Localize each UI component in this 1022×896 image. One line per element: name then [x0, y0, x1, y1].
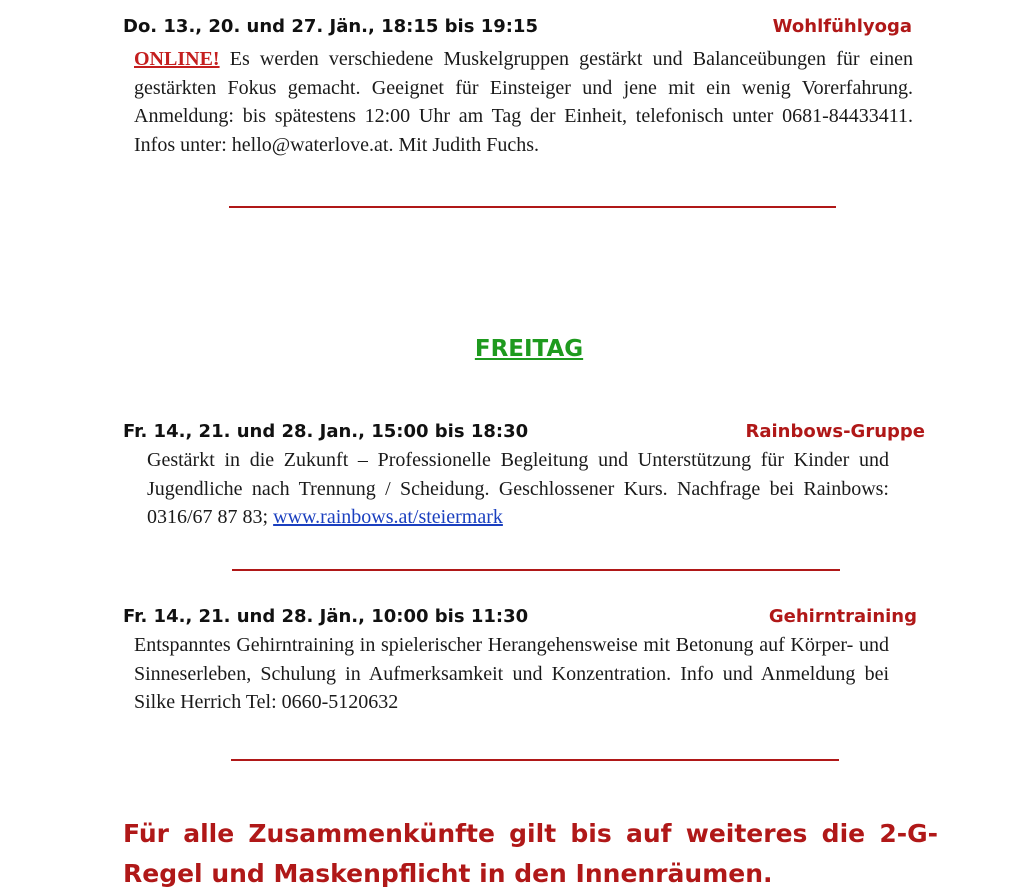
event-date-wohlfuehlyoga: Do. 13., 20. und 27. Jän., 18:15 bis 19:15: [123, 16, 538, 37]
event-description-rainbows: [147, 446, 889, 532]
event-description-gehirntraining: Entspanntes Gehirntraining in spielerischer Herangehensweise mit Betonung auf Körper- und Sinneserleben, Schulung in Aufmerksamkeit und Konzentration. Info und Anmeldung bei Silke Herrich Tel: 0660-5120632: [134, 634, 889, 714]
event-date-rainbows: Fr. 14., 21. und 28. Jan., 15:00 bis 18:30: [123, 421, 529, 442]
rainbows-link[interactable]: www.rainbows.at/steiermark: [273, 506, 503, 529]
event-description-text: Gestärkt in die Zukunft – Professionelle Begleitung und Unterstützung für Kinder und Jugendliche nach Trennung / Scheidung. Geschlossener Kurs. Nachfrage bei Rainbows: 0316/67 87 83;: [147, 449, 889, 529]
event-description-text: Es werden verschiedene Muskelgruppen gestärkt und Balanceübungen für einen gestärkten Fokus gemacht. Geeignet für Einsteiger und jene mit ein wenig Vorerfahrung. Anmeldung: bis spätestens 12:00 Uhr am Tag der Einheit, telefonisch unter 0681-84433411. Infos unter: hello@waterlove.at. Mit Judith Fuchs.: [134, 48, 913, 157]
covid-rules-notice: Für alle Zusammenkünfte gilt bis auf weiteres die 2-G-Regel und Maskenpflicht in den Innenräumen.: [123, 819, 938, 888]
event-title-wohlfuehlyoga: Wohlfühlyoga: [772, 16, 912, 37]
separator-rule: [229, 206, 836, 208]
event-title-gehirntraining: Gehirntraining: [768, 606, 917, 627]
online-label: ONLINE!: [134, 48, 220, 70]
separator-rule: [231, 759, 839, 761]
event-title-rainbows: Rainbows-Gruppe: [745, 421, 925, 442]
event-description-wohlfuehlyoga: [134, 45, 913, 160]
event-date-gehirntraining: Fr. 14., 21. und 28. Jän., 10:00 bis 11:30: [123, 606, 529, 627]
day-heading-freitag: FREITAG: [474, 336, 584, 362]
separator-rule: [232, 569, 840, 571]
